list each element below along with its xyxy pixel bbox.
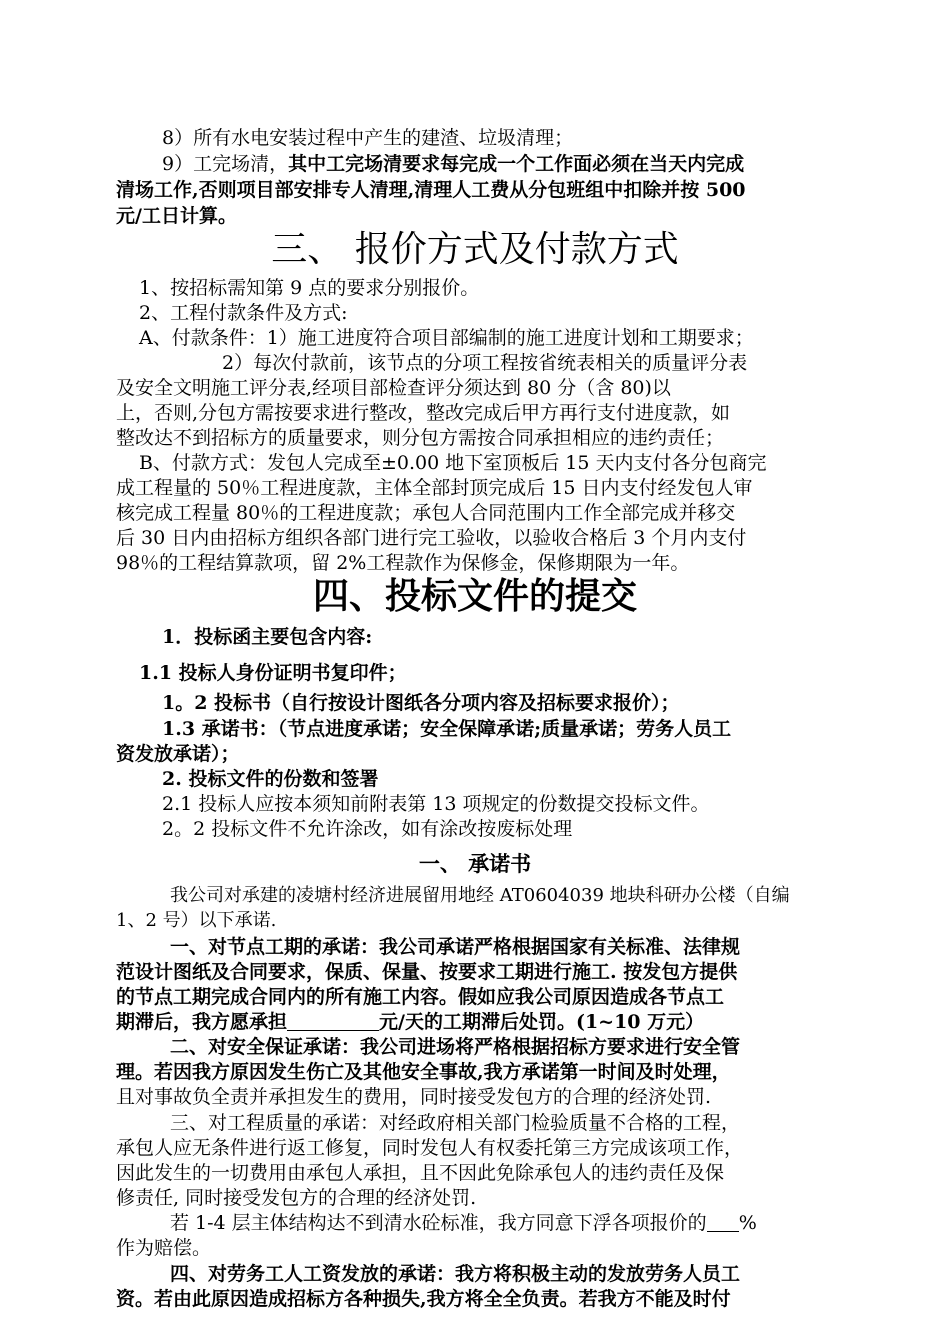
penalty-amount-blank[interactable] (287, 1012, 379, 1031)
section-four-heading: 四、投标文件的提交 (312, 576, 637, 617)
s4-line8: 2。2 投标文件不允许涂改，如有涂改按废标处理 (162, 818, 573, 840)
s4-line7: 2.1 投标人应按本须知前附表第 13 项规定的份数提交投标文件。 (162, 793, 710, 815)
s3-line1: 1、按招标需知第 9 点的要求分别报价。 (139, 277, 480, 299)
item-9 (162, 151, 898, 178)
item-9-prefix: 9）工完场清， (162, 153, 289, 175)
p2-line1: 二、对安全保证承诺：我公司进场将严格根据招标方要求进行安全管 (170, 1036, 741, 1058)
p5-line1: 四、对劳务工人工资发放的承诺：我方将积极主动的发放劳务人员工 (170, 1263, 741, 1285)
s3-line2: 2、工程付款条件及方式: (139, 302, 348, 324)
item-9-line3: 元/工日计算。 (116, 205, 237, 227)
item-9-line2: 清场工作,否则项目部安排专人清理,清理人工费从分包班组中扣除并按 500 (116, 179, 746, 201)
p2-line3: 且对事故负全责并承担发生的费用，同时接受发包方的合理的经济处罚. (116, 1086, 712, 1108)
p4-line1-a: 若 1-4 层主体结构达不到清水砼标准，我方同意下浮各项报价的 (170, 1212, 707, 1234)
p1-line4 (116, 1009, 852, 1036)
s3-line5: 及安全文明施工评分表,经项目部检查评分须达到 80 分（含 80)以 (116, 377, 671, 399)
p3-line3: 因此发生的一切费用由承包人承担，且不因此免除承包人的违约责任及保 (116, 1162, 725, 1184)
s4-line4: 1.3 承诺书：（节点进度承诺；安全保障承诺;质量承诺；劳务人员工 (162, 718, 732, 740)
item-8: 8）所有水电安装过程中产生的建渣、垃圾清理； (162, 127, 574, 149)
s3-line3: A、付款条件：1）施工进度符合项目部编制的施工进度计划和工期要求； (139, 327, 754, 349)
p1-line4-b: 元/天的工期滞后处罚。(1~10 万元） (379, 1011, 705, 1033)
p1-line1: 一、对节点工期的承诺：我公司承诺严格根据国家有关标准、法律规 (170, 936, 741, 958)
s3-line7: 整改达不到招标方的质量要求，则分包方需按合同承担相应的违约责任； (116, 427, 725, 449)
p1-line4-a: 期滞后，我方愿承担 (116, 1011, 288, 1033)
s3-line4: 2）每次付款前，该节点的分项工程按省统表相关的质量评分表 (222, 352, 748, 374)
commitment-heading: 一、 承诺书 (418, 851, 532, 876)
p2-line2-text: 理。若因我方原因发生伤亡及其他安全事故,我方承诺第一时间及时处理， (116, 1061, 731, 1083)
s3-line12: 98％的工程结算款项，留 2%工程款作为保修金，保修期限为一年。 (116, 552, 690, 574)
s3-line6: 上，否则,分包方需按要求进行整改，整改完成后甲方再行支付进度款，如 (116, 402, 731, 424)
p4-line1-b: % (738, 1212, 757, 1234)
section-three-heading: 三、 报价方式及付款方式 (271, 229, 679, 270)
commitment-intro-line2: 1、2 号）以下承诺. (116, 910, 277, 931)
p4-line1 (170, 1210, 906, 1237)
p3-line2: 承包人应无条件进行返工修复，同时发包人有权委托第三方完成该项工作， (116, 1137, 744, 1159)
commitment-intro-line1: 我公司对承建的凌塘村经济进展留用地经 AT0604039 地块科研办公楼（自编 (170, 885, 790, 906)
p1-line2: 范设计图纸及合同要求，保质、保量、按要求工期进行施工. 按发包方提供 (116, 961, 738, 983)
item-9-bold: 其中工完场清要求每完成一个工作面必须在当天内完成 (288, 153, 745, 175)
s3-line8: B、付款方式：发包人完成至±0.00 地下室顶板后 15 天内支付各分包商完 (139, 452, 767, 474)
p2-line2 (116, 1059, 852, 1086)
s4-line6: 2. 投标文件的份数和签署 (162, 768, 379, 790)
p4-line2: 作为赔偿。 (116, 1237, 212, 1259)
s3-line11: 后 30 日内由招标方组织各部门进行完工验收，以验收合格后 3 个月内支付 (116, 527, 747, 549)
p3-line4: 修责任, 同时接受发包方的合理的经济处罚. (116, 1187, 477, 1209)
p1-line3: 的节点工期完成合同内的所有施工内容。假如应我公司原因造成各节点工 (116, 986, 725, 1008)
s4-line1: 1．投标函主要包含内容: (162, 626, 373, 648)
p5-line2: 资。若由此原因造成招标方各种损失,我方将全全负责。若我方不能及时付 (116, 1288, 731, 1310)
s4-line2: 1.1 投标人身份证明书复印件； (139, 662, 407, 684)
s4-line3: 1。2 投标书（自行按设计图纸各分项内容及招标要求报价）； (162, 692, 680, 714)
s3-line9: 成工程量的 50％工程进度款，主体全部封顶完成后 15 日内支付经发包人审 (116, 477, 753, 499)
s3-line10: 核完成工程量 80％的工程进度款；承包人合同范围内工作全部完成并移交 (116, 502, 736, 524)
s4-line5: 资发放承诺）； (116, 743, 240, 765)
p3-line1: 三、对工程质量的承诺：对经政府相关部门检验质量不合格的工程， (170, 1112, 741, 1134)
discount-percent-blank[interactable] (707, 1213, 739, 1232)
